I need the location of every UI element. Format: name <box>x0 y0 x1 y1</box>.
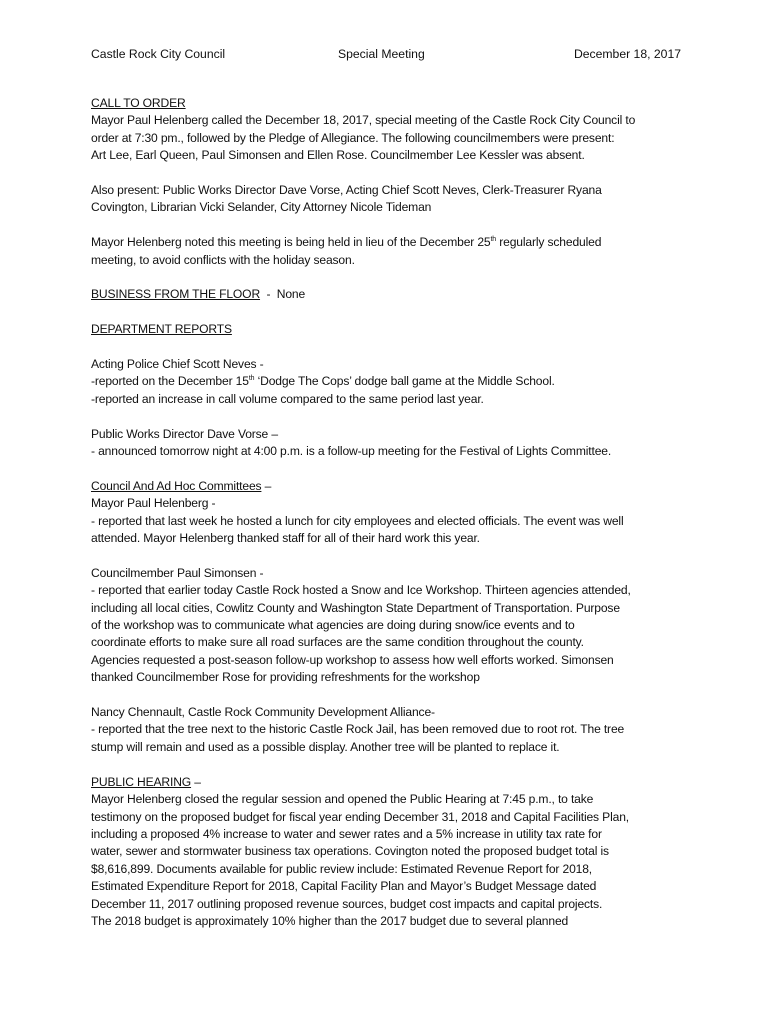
document-page <box>91 47 691 930</box>
header-date: December 18, 2017 <box>573 47 681 61</box>
department-reports-section <box>91 321 691 338</box>
police-report-title: Acting Police Chief Scott Neves - <box>91 357 264 372</box>
department-reports-heading: DEPARTMENT REPORTS <box>91 322 232 337</box>
public-hearing-line: water, sewer and stormwater business tax operations. Covington noted the proposed budget total is <box>91 844 609 859</box>
call-to-order-section <box>91 95 691 165</box>
call-to-order-line: Art Lee, Earl Queen, Paul Simonsen and Ellen Rose. Councilmember Lee Kessler was absent. <box>91 148 585 163</box>
public-hearing-line: December 11, 2017 outlining proposed revenue sources, budget cost impacts and capital projects. <box>91 896 603 911</box>
page-header <box>91 47 691 65</box>
ordinal-suffix: th <box>490 236 497 244</box>
committees-heading-suffix: – <box>261 478 272 493</box>
police-report-text: ‘Dodge The Cops’ dodge ball game at the Middle School. <box>254 374 555 389</box>
public-hearing-heading: PUBLIC HEARING <box>91 774 192 789</box>
business-floor-heading: BUSINESS FROM THE FLOOR <box>91 287 261 302</box>
header-org: Castle Rock City Council <box>91 47 226 61</box>
committees-section <box>91 478 691 548</box>
committees-heading: Council And Ad Hoc Committees <box>91 478 262 493</box>
also-present-line: Also present: Public Works Director Dave Vorse, Acting Chief Scott Neves, Clerk-Treasurer Ryana <box>91 183 602 198</box>
police-report-text: -reported on the December 15 <box>91 374 249 389</box>
business-floor-line <box>91 286 691 303</box>
lieu-note-text: regularly scheduled <box>496 235 602 250</box>
public-works-report-line: - announced tomorrow night at 4:00 p.m. is a follow-up meeting for the Festival of Lights Committee. <box>91 444 612 459</box>
simonsen-report-line: coordinate efforts to make sure all road surfaces are the same condition throughout the county. <box>91 635 584 650</box>
committees-heading-line <box>91 478 691 495</box>
simonsen-report-line: Agencies requested a post-season follow-up workshop to assess how well efforts worked. Simonsen <box>91 652 614 667</box>
business-floor-section <box>91 286 691 303</box>
public-hearing-heading-suffix: – <box>191 774 201 789</box>
mayor-report-line: attended. Mayor Helenberg thanked staff for all of their hard work this year. <box>91 531 480 546</box>
police-report-line <box>91 373 691 390</box>
simonsen-report-line: thanked Councilmember Rose for providing refreshments for the workshop <box>91 670 480 685</box>
header-meeting-type: Special Meeting <box>338 47 425 61</box>
public-hearing-line: Estimated Expenditure Report for 2018, Capital Facility Plan and Mayor’s Budget Message dated <box>91 879 597 894</box>
ordinal-suffix: th <box>248 375 255 383</box>
simonsen-report-line: including all local cities, Cowlitz County and Washington State Department of Transportation. Purpose <box>91 600 620 615</box>
police-report <box>91 356 691 408</box>
public-works-report <box>91 426 691 461</box>
simonsen-report-title: Councilmember Paul Simonsen - <box>91 565 264 580</box>
minutes-body <box>91 95 691 930</box>
chennault-report-title: Nancy Chennault, Castle Rock Community Development Alliance- <box>91 705 435 720</box>
chennault-report-line: stump will remain and used as a possible display. Another tree will be planted to replace it. <box>91 739 560 754</box>
public-hearing-section <box>91 774 691 931</box>
simonsen-report-line: - reported that earlier today Castle Rock hosted a Snow and Ice Workshop. Thirteen agencies attended, <box>91 583 631 598</box>
call-to-order-heading: CALL TO ORDER <box>91 96 186 110</box>
public-hearing-line: testimony on the proposed budget for fiscal year ending December 31, 2018 and Capital Facilities Plan, <box>91 809 629 824</box>
simonsen-report-line: of the workshop was to communicate what agencies are doing during snow/ice events and to <box>91 618 575 633</box>
also-present-line: Covington, Librarian Vicki Selander, City Attorney Nicole Tideman <box>91 200 432 215</box>
simonsen-report <box>91 565 691 687</box>
lieu-note-line <box>91 234 691 251</box>
chennault-report <box>91 704 691 756</box>
public-hearing-heading-line <box>91 774 691 791</box>
call-to-order-line: Mayor Paul Helenberg called the December 18, 2017, special meeting of the Castle Rock City Council to <box>91 113 636 128</box>
public-works-report-title: Public Works Director Dave Vorse – <box>91 426 278 441</box>
public-hearing-line: including a proposed 4% increase to water and sewer rates and a 5% increase in utility tax rate for <box>91 826 602 841</box>
chennault-report-line: - reported that the tree next to the historic Castle Rock Jail, has been removed due to root rot. The tree <box>91 722 625 737</box>
public-hearing-line: $8,616,899. Documents available for public review include: Estimated Revenue Report for 2018, <box>91 861 593 876</box>
mayor-report-line: - reported that last week he hosted a lunch for city employees and elected officials. The event was well <box>91 513 624 528</box>
public-hearing-line: Mayor Helenberg closed the regular session and opened the Public Hearing at 7:45 p.m., to take <box>91 792 594 807</box>
also-present-section <box>91 182 691 217</box>
mayor-report-title: Mayor Paul Helenberg - <box>91 496 216 511</box>
police-report-line: -reported an increase in call volume compared to the same period last year. <box>91 391 484 406</box>
public-hearing-line: The 2018 budget is approximately 10% higher than the 2017 budget due to several planned <box>91 913 569 928</box>
call-to-order-line: order at 7:30 pm., followed by the Pledge of Allegiance. The following councilmembers were present: <box>91 130 615 145</box>
lieu-note-text: Mayor Helenberg noted this meeting is being held in lieu of the December 25 <box>91 235 491 250</box>
lieu-note-line: meeting, to avoid conflicts with the holiday season. <box>91 252 355 267</box>
business-floor-value: - None <box>260 287 306 302</box>
lieu-note-section <box>91 234 691 269</box>
